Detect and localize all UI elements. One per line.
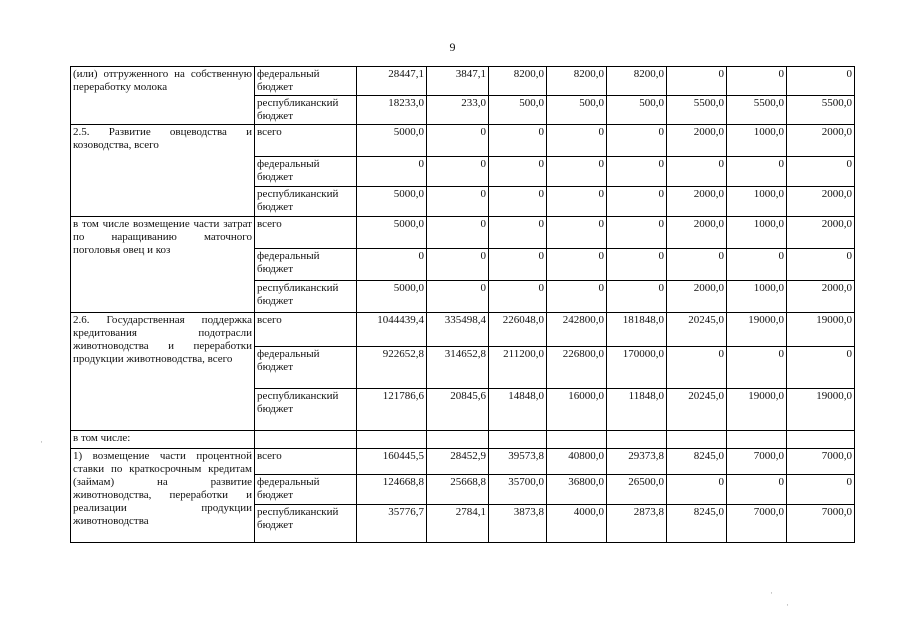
value-cell: 14848,0 [489,389,547,431]
value-cell: 0 [607,157,667,187]
value-cell: 922652,8 [357,347,427,389]
value-cell: 8245,0 [667,505,727,543]
value-cell: 0 [547,217,607,249]
value-cell: 35776,7 [357,505,427,543]
value-cell: 29373,8 [607,449,667,475]
value-cell: 5000,0 [357,217,427,249]
value-cell: 19000,0 [787,313,855,347]
value-cell: 0 [547,281,607,313]
value-cell: 39573,8 [489,449,547,475]
value-cell: 8200,0 [547,67,607,96]
value-cell: 0 [727,347,787,389]
funding-source: всего [255,125,357,157]
funding-source: всего [255,313,357,347]
value-cell: 25668,8 [427,475,489,505]
value-cell: 0 [787,475,855,505]
table-row [71,431,855,449]
value-cell: 7000,0 [727,449,787,475]
value-cell: 2873,8 [607,505,667,543]
row-description: в том числе возмещение части затрат по наращиванию маточного поголовья овец и коз [71,217,255,313]
funding-source: республиканский бюджет [255,96,357,125]
value-cell: 4000,0 [547,505,607,543]
value-cell: 0 [727,249,787,281]
funding-source: республиканский бюджет [255,187,357,217]
value-cell: 5500,0 [727,96,787,125]
value-cell: 0 [547,249,607,281]
funding-source: федеральный бюджет [255,157,357,187]
value-cell: 0 [489,249,547,281]
value-cell: 0 [727,475,787,505]
value-cell: 0 [427,281,489,313]
value-cell: 500,0 [489,96,547,125]
value-cell: 3847,1 [427,67,489,96]
value-cell: 314652,8 [427,347,489,389]
value-cell: 19000,0 [727,313,787,347]
value-cell: 5000,0 [357,125,427,157]
value-cell: 2000,0 [787,125,855,157]
value-cell: 35700,0 [489,475,547,505]
value-cell: 2000,0 [667,187,727,217]
value-cell [667,431,727,449]
value-cell [547,431,607,449]
value-cell: 0 [427,125,489,157]
value-cell: 11848,0 [607,389,667,431]
value-cell: 500,0 [607,96,667,125]
funding-source: всего [255,449,357,475]
value-cell: 16000,0 [547,389,607,431]
value-cell: 0 [727,157,787,187]
row-description: (или) отгруженного на собственную переработку молока [71,67,255,125]
table-row [71,217,855,249]
value-cell: 19000,0 [727,389,787,431]
value-cell: 1000,0 [727,217,787,249]
value-cell: 20245,0 [667,389,727,431]
value-cell [787,431,855,449]
value-cell: 0 [787,347,855,389]
value-cell: 242800,0 [547,313,607,347]
table-row [71,125,855,157]
value-cell: 181848,0 [607,313,667,347]
value-cell: 26500,0 [607,475,667,505]
value-cell: 2000,0 [667,125,727,157]
row-description: 2.5. Развитие овцеводства и козоводства, всего [71,125,255,217]
value-cell: 18233,0 [357,96,427,125]
value-cell: 7000,0 [727,505,787,543]
funding-source: всего [255,217,357,249]
value-cell: 211200,0 [489,347,547,389]
funding-source: федеральный бюджет [255,347,357,389]
value-cell: 0 [607,281,667,313]
value-cell: 226800,0 [547,347,607,389]
value-cell: 1000,0 [727,125,787,157]
value-cell: 0 [427,217,489,249]
value-cell: 0 [607,125,667,157]
budget-table [70,66,855,543]
table-row [71,313,855,347]
value-cell: 2000,0 [787,187,855,217]
value-cell: 0 [489,125,547,157]
value-cell: 0 [607,187,667,217]
value-cell: 160445,5 [357,449,427,475]
value-cell: 36800,0 [547,475,607,505]
value-cell: 2000,0 [787,281,855,313]
value-cell: 2000,0 [787,217,855,249]
value-cell: 0 [427,187,489,217]
value-cell: 0 [357,157,427,187]
value-cell: 8200,0 [607,67,667,96]
value-cell: 0 [607,249,667,281]
value-cell [727,431,787,449]
value-cell: 7000,0 [787,449,855,475]
value-cell: 0 [547,157,607,187]
value-cell: 20845,6 [427,389,489,431]
value-cell: 0 [489,281,547,313]
value-cell: 40800,0 [547,449,607,475]
value-cell: 3873,8 [489,505,547,543]
value-cell: 19000,0 [787,389,855,431]
scan-dot: · [40,437,43,447]
value-cell: 0 [667,475,727,505]
value-cell [427,431,489,449]
value-cell [489,431,547,449]
value-cell: 8245,0 [667,449,727,475]
scan-dot: · [770,588,773,598]
value-cell: 0 [667,157,727,187]
value-cell: 226048,0 [489,313,547,347]
value-cell: 5500,0 [667,96,727,125]
value-cell: 0 [489,157,547,187]
value-cell: 500,0 [547,96,607,125]
funding-source: республиканский бюджет [255,281,357,313]
scan-dot: · [786,600,789,610]
value-cell: 28452,9 [427,449,489,475]
value-cell: 8200,0 [489,67,547,96]
funding-source: республиканский бюджет [255,505,357,543]
value-cell [607,431,667,449]
value-cell: 28447,1 [357,67,427,96]
value-cell: 5000,0 [357,187,427,217]
value-cell: 20245,0 [667,313,727,347]
value-cell: 335498,4 [427,313,489,347]
value-cell: 0 [427,157,489,187]
row-description: 2.6. Государственная поддержка кредитования подотрасли животноводства и переработки продукции животноводства, всего [71,313,255,431]
row-description: 1) возмещение части процентной ставки по краткосрочным кредитам (займам) на развитие животноводства, переработки и реализации продукции животноводства [71,449,255,543]
row-description: в том числе: [71,431,255,449]
table-row [71,449,855,475]
value-cell: 0 [787,249,855,281]
value-cell: 1044439,4 [357,313,427,347]
value-cell: 233,0 [427,96,489,125]
value-cell: 121786,6 [357,389,427,431]
page-number: 9 [449,40,456,54]
funding-source [255,431,357,449]
value-cell: 0 [667,347,727,389]
value-cell: 2784,1 [427,505,489,543]
value-cell: 124668,8 [357,475,427,505]
value-cell: 0 [607,217,667,249]
value-cell: 0 [427,249,489,281]
value-cell: 2000,0 [667,217,727,249]
value-cell: 5500,0 [787,96,855,125]
funding-source: федеральный бюджет [255,249,357,281]
funding-source: республиканский бюджет [255,389,357,431]
value-cell: 1000,0 [727,187,787,217]
value-cell: 7000,0 [787,505,855,543]
value-cell: 0 [787,67,855,96]
value-cell: 0 [489,217,547,249]
value-cell: 0 [547,187,607,217]
value-cell: 0 [727,67,787,96]
value-cell: 0 [489,187,547,217]
value-cell: 0 [547,125,607,157]
value-cell [357,431,427,449]
value-cell: 0 [667,249,727,281]
value-cell: 170000,0 [607,347,667,389]
funding-source: федеральный бюджет [255,67,357,96]
value-cell: 0 [357,249,427,281]
funding-source: федеральный бюджет [255,475,357,505]
value-cell: 1000,0 [727,281,787,313]
value-cell: 0 [667,67,727,96]
table-row [71,67,855,96]
value-cell: 2000,0 [667,281,727,313]
value-cell: 0 [787,157,855,187]
value-cell: 5000,0 [357,281,427,313]
